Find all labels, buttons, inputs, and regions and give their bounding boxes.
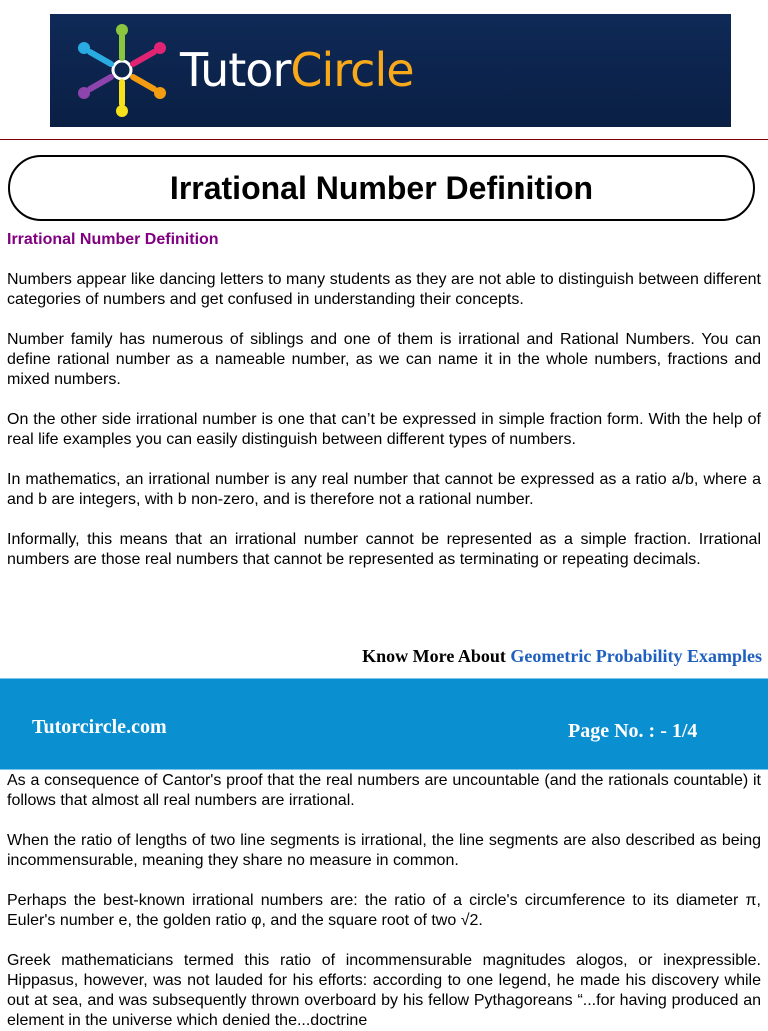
page-title: Irrational Number Definition — [8, 155, 755, 221]
know-more-line — [362, 646, 762, 667]
paragraph: Numbers appear like dancing letters to many students as they are not able to distinguish between different categories of numbers and get confused in understanding their concepts. — [7, 271, 761, 308]
paragraph: On the other side irrational number is one that can’t be expressed in simple fraction form. With the help of real life examples you can easily distinguish between different types of numbers. — [7, 411, 761, 448]
page-footer — [0, 678, 768, 770]
paragraph: Number family has numerous of siblings and one of them is irrational and Rational Numbers. You can define rational number as a nameable number, as we can name it in the whole numbers, fractions and mixed numbers. — [7, 331, 761, 388]
footer-site-link[interactable]: Tutorcircle.com — [32, 716, 167, 738]
paragraph: As a consequence of Cantor's proof that the real numbers are uncountable (and the rationals countable) it follows that almost all real numbers are irrational. — [7, 772, 761, 809]
divider-top — [0, 139, 768, 140]
brand-circle: Circle — [290, 43, 414, 97]
footer-page-number: Page No. : - 1/4 — [568, 720, 698, 742]
paragraph: In mathematics, an irrational number is any real number that cannot be expressed as a ratio a/b, where a and b are integers, with b non-zero, and is therefore not a rational number. — [7, 471, 761, 508]
paragraph: Informally, this means that an irrational number cannot be represented as a simple fraction. Irrational numbers are those real numbers that cannot be represented as terminating or repeating decimals. — [7, 531, 761, 568]
brand-name — [180, 42, 414, 98]
page1-content — [7, 230, 761, 570]
know-more-prefix: Know More About — [362, 646, 511, 666]
paragraph: When the ratio of lengths of two line segments is irrational, the line segments are also described as being incommensurable, meaning they share no measure in common. — [7, 832, 761, 869]
page2-content — [7, 771, 761, 1031]
know-more-link[interactable]: Geometric Probability Examples — [510, 646, 762, 666]
tutorcircle-logo-icon — [72, 22, 172, 120]
header-banner — [50, 14, 731, 127]
paragraph: Greek mathematicians termed this ratio of incommensurable magnitudes alogos, or inexpressible. Hippasus, however, was not lauded for his efforts: according to one legend, he made his discovery while out at sea, and was subsequently thrown overboard by his fellow Pythagoreans “...for having produced an element in the universe which denied the...doctrine — [7, 952, 761, 1029]
brand-tutor: Tutor — [180, 43, 291, 97]
section-heading: Irrational Number Definition — [7, 231, 219, 248]
paragraph: Perhaps the best-known irrational numbers are: the ratio of a circle's circumference to its diameter π, Euler's number e, the golden ratio φ, and the square root of two √2. — [7, 892, 761, 929]
